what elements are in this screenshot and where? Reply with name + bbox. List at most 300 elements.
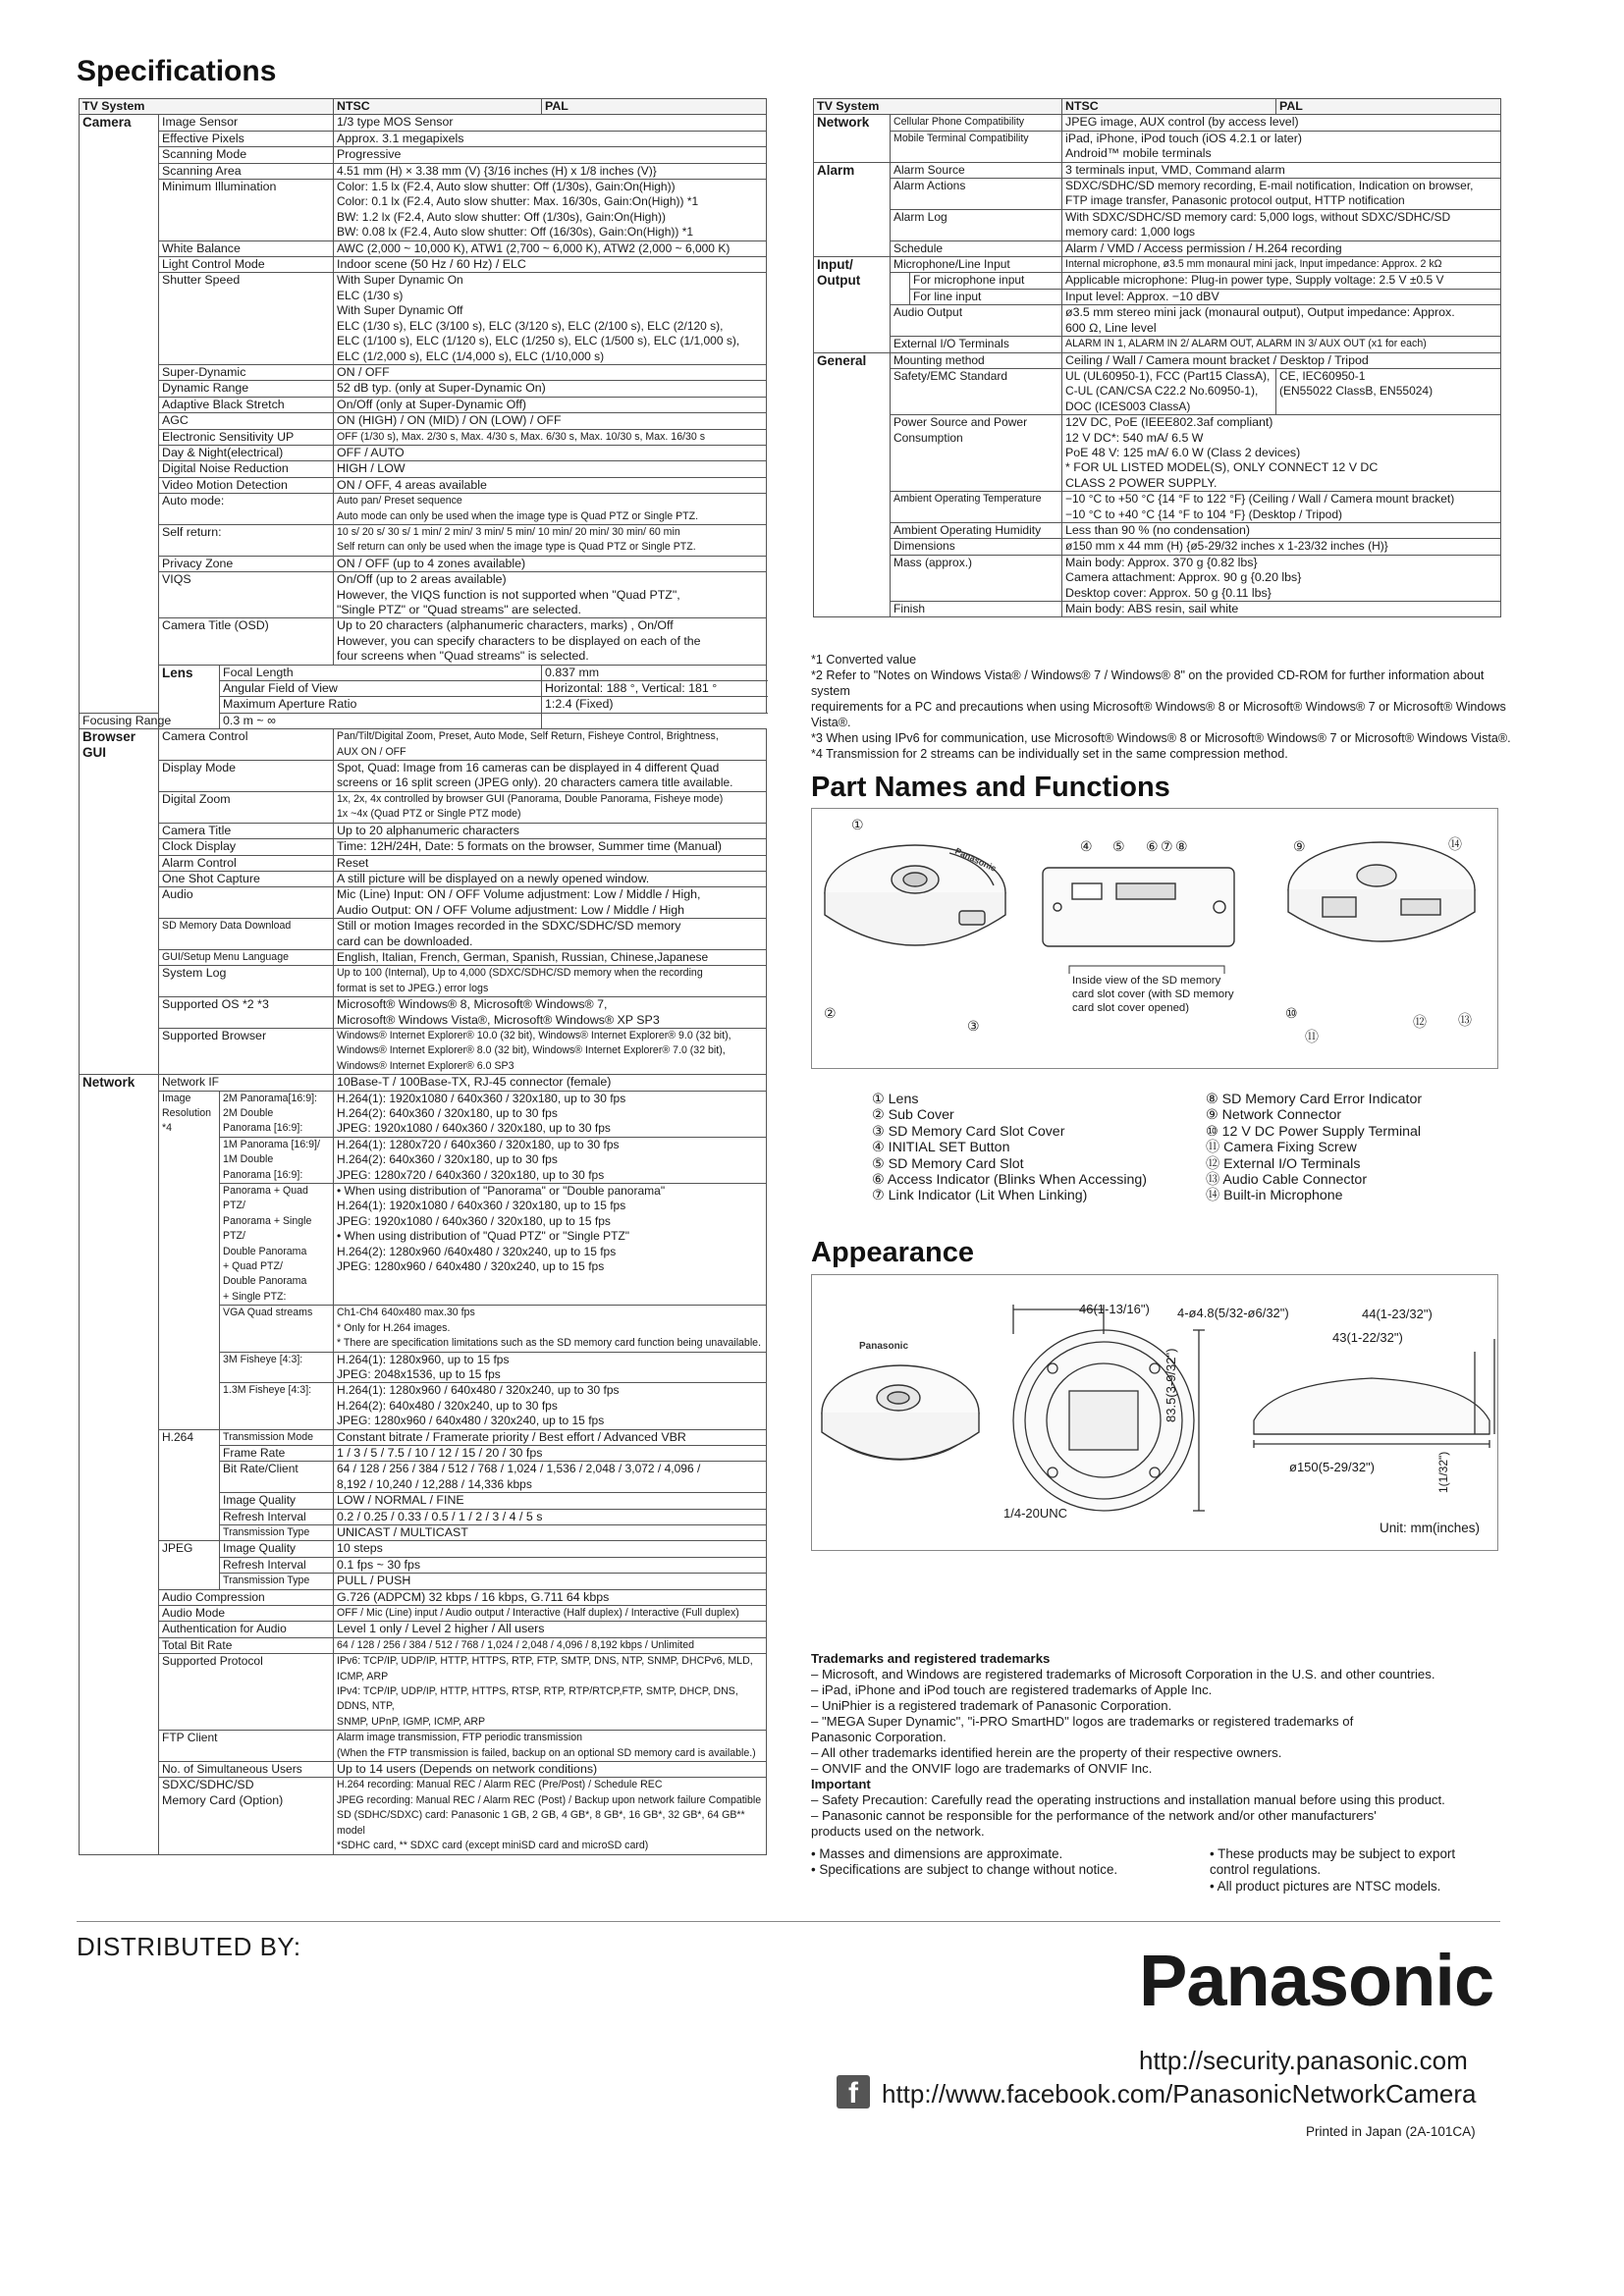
h264-label: H.264	[159, 1429, 220, 1541]
table-row	[80, 997, 767, 1029]
camera-perspective-drawing	[822, 1365, 979, 1460]
spec-label: Power Source and Power Consumption	[891, 415, 1062, 492]
list-item: ⑭ Built-in Microphone	[1206, 1188, 1343, 1204]
table-row	[80, 966, 767, 997]
spec-label: Transmission Type	[220, 1574, 334, 1589]
list-item: – Safety Precaution: Carefully read the operating instructions and installation manual before using this product.	[811, 1792, 1445, 1807]
spec-label: Clock Display	[159, 839, 334, 855]
spec-value: Up to 100 (Internal), Up to 4,000 (SDXC/SDHC/SD memory when the recording format is set to JPEG.) error logs	[334, 966, 767, 997]
pal-header: PAL	[542, 99, 767, 115]
spec-label: Total Bit Rate	[159, 1637, 334, 1653]
spec-label: Focal Length	[220, 665, 542, 680]
dim-44: 44(1-23/32")	[1362, 1307, 1433, 1321]
spec-label: Alarm Actions	[891, 179, 1062, 210]
table-header-row	[80, 99, 767, 115]
table-row	[814, 337, 1501, 352]
spec-label: Maximum Aperture Ratio	[220, 697, 542, 713]
table-row	[80, 823, 767, 838]
spec-value: Microsoft® Windows® 8, Microsoft® Windows® 7, Microsoft® Windows Vista®, Microsoft® Windows® XP SP3	[334, 997, 767, 1029]
spec-label: SD Memory Data Download	[159, 919, 334, 950]
list-item: ⑬ Audio Cable Connector	[1206, 1172, 1368, 1189]
table-row	[80, 1091, 767, 1137]
table-row	[80, 429, 767, 445]
spec-label: Transmission Mode	[220, 1429, 334, 1445]
spec-value: On/Off (only at Super-Dynamic Off)	[334, 397, 767, 412]
spec-value: Input level: Approx. −10 dBV	[1062, 289, 1501, 304]
spec-value: 1 / 3 / 5 / 7.5 / 10 / 12 / 15 / 20 / 30 fps	[334, 1445, 767, 1461]
tv-system-header: TV System	[80, 99, 334, 115]
spec-value: CE, IEC60950-1 (EN55022 ClassB, EN55024)	[1276, 368, 1501, 414]
spec-label: Ambient Operating Humidity	[891, 522, 1062, 538]
dim-43: 43(1-22/32")	[1332, 1330, 1403, 1345]
spec-label: Ambient Operating Temperature	[891, 492, 1062, 523]
spec-value: H.264(1): 1280x720 / 640x360 / 320x180, up to 30 fps H.264(2): 640x360 / 320x180, up to 30 fps JPEG: 1280x720 / 640x360 / 320x180, up to 30 fps	[334, 1137, 767, 1183]
spec-value: OFF / Mic (Line) input / Audio output / Interactive (Half duplex) / Interactive (Full duplex)	[334, 1606, 767, 1622]
table-row	[80, 713, 767, 728]
brand-label: Panasonic	[859, 1341, 909, 1352]
table-row	[80, 461, 767, 477]
spec-label: Panorama + Quad PTZ/ Panorama + Single PTZ/ Double Panorama + Quad PTZ/ Double Panorama + Single PTZ:	[220, 1184, 334, 1306]
spec-value: • When using distribution of "Panorama" or "Double panorama" H.264(1): 1920x1080 / 640x360 / 320x180, up to 15 fps JPEG: 1920x1080 / 640x360 / 320x180, up to 15 fps • When using distribution of "Quad PTZ" or "Single PTZ" H.264(2): 1280x960 /640x480 / 320x240, up to 15 fps JPEG: 1280x960 / 640x480 / 320x240, up to 15 fps	[334, 1184, 767, 1306]
spec-label: Audio Output	[891, 305, 1062, 337]
printed-in-japan: Printed in Japan (2A-101CA)	[1306, 2124, 1476, 2139]
spec-value: 3 terminals input, VMD, Command alarm	[1062, 162, 1501, 178]
table-row	[80, 397, 767, 412]
callout-4: ④	[1080, 838, 1093, 854]
brand-label: Panasonic	[953, 845, 999, 874]
spec-label: Focusing Range	[80, 713, 220, 728]
spec-label: Network IF	[159, 1075, 334, 1091]
dim-150: ø150(5-29/32")	[1289, 1460, 1375, 1474]
network-category: Network	[814, 115, 891, 162]
table-row	[80, 180, 767, 241]
callout-13: ⑬	[1458, 1012, 1472, 1028]
spec-label: Effective Pixels	[159, 131, 334, 146]
table-row	[814, 415, 1501, 492]
spec-value: 64 / 128 / 256 / 384 / 512 / 768 / 1,024 / 2,048 / 4,096 / 8,192 kbps / Unlimited	[334, 1637, 767, 1653]
callout-7: ⑦	[1161, 838, 1173, 854]
spec-value: Alarm / VMD / Access permission / H.264 recording	[1062, 240, 1501, 256]
trademarks-heading: Trademarks and registered trademarks	[811, 1651, 1051, 1666]
spec-label: SDXC/SDHC/SD Memory Card (Option)	[159, 1778, 334, 1854]
spec-label: AGC	[159, 413, 334, 429]
spec-value: Horizontal: 188 °, Vertical: 181 °	[542, 681, 767, 697]
spec-value: ON / OFF, 4 areas available	[334, 477, 767, 493]
list-item: ② Sub Cover	[872, 1107, 954, 1124]
list-item: ⑧ SD Memory Card Error Indicator	[1206, 1092, 1423, 1107]
list-item: ⑩ 12 V DC Power Supply Terminal	[1206, 1123, 1422, 1140]
spec-value: HIGH / LOW	[334, 461, 767, 477]
list-item: ⑤ SD Memory Card Slot	[872, 1155, 1024, 1172]
spec-label: Supported Protocol	[159, 1654, 334, 1731]
sd-slot-inset	[1043, 868, 1234, 946]
table-row	[80, 1654, 767, 1731]
image-resolution-label: Image Resolution *4	[159, 1091, 220, 1429]
table-row	[80, 1637, 767, 1653]
camera-category: Camera	[80, 115, 159, 713]
spec-label: Day & Night(electrical)	[159, 445, 334, 460]
table-row	[80, 524, 767, 556]
spec-label: Microphone/Line Input	[891, 257, 1062, 273]
spec-value: On/Off (up to 2 areas available) However, the VIQS function is not supported when "Quad PTZ", "Single PTZ" or "Quad streams" are selected.	[334, 572, 767, 618]
spec-label: Camera Control	[159, 729, 334, 761]
inset-bracket	[1069, 966, 1224, 974]
part-names-title: Part Names and Functions	[811, 772, 1170, 803]
table-row	[80, 163, 767, 179]
spec-value: G.726 (ADPCM) 32 kbps / 16 kbps, G.711 64 kbps	[334, 1589, 767, 1605]
spec-label: Finish	[891, 602, 1062, 617]
list-item: ⑥ Access Indicator (Blinks When Accessing)	[872, 1172, 1148, 1189]
list-item: ① Lens	[872, 1092, 919, 1107]
table-row	[814, 240, 1501, 256]
spec-value: ø150 mm x 44 mm (H) {ø5-29/32 inches x 1-23/32 inches (H)}	[1062, 539, 1501, 555]
table-row	[80, 257, 767, 273]
table-row	[814, 539, 1501, 555]
spec-label: Transmission Type	[220, 1524, 334, 1540]
spec-value: Internal microphone, ø3.5 mm monaural mini jack, Input impedance: Approx. 2 kΩ	[1062, 257, 1501, 273]
spec-label: Auto mode:	[159, 494, 334, 525]
spec-value: JPEG image, AUX control (by access level)	[1062, 115, 1501, 131]
spec-label: Dimensions	[891, 539, 1062, 555]
spec-label: Authentication for Audio	[159, 1622, 334, 1637]
spec-label: Display Mode	[159, 761, 334, 792]
facebook-url[interactable]: http://www.facebook.com/PanasonicNetworkCamera	[882, 2079, 1477, 2109]
ntsc-header: NTSC	[1062, 99, 1276, 115]
spec-value: H.264(1): 1280x960, up to 15 fps JPEG: 2048x1536, up to 15 fps	[334, 1352, 767, 1383]
ntsc-header: NTSC	[334, 99, 542, 115]
table-row	[814, 179, 1501, 210]
spec-label: Shutter Speed	[159, 273, 334, 364]
spec-label: Angular Field of View	[220, 681, 542, 697]
spec-value: Alarm image transmission, FTP periodic transmission (When the FTP transmission is failed, backup on an optional SD memory card is available.)	[334, 1731, 767, 1762]
table-row	[80, 729, 767, 761]
callout-6: ⑥	[1146, 838, 1159, 854]
spec-label: Dynamic Range	[159, 381, 334, 397]
table-row	[80, 1429, 767, 1445]
spec-label: No. of Simultaneous Users	[159, 1762, 334, 1778]
spec-value: English, Italian, French, German, Spanish, Russian, Chinese,Japanese	[334, 949, 767, 965]
list-item: ⑦ Link Indicator (Lit When Linking)	[872, 1188, 1088, 1204]
inset-caption: Inside view of the SD memory card slot cover (with SD memory card slot cover opened)	[1072, 975, 1234, 1014]
security-url[interactable]: http://security.panasonic.com	[1139, 2046, 1468, 2075]
spec-label: Frame Rate	[220, 1445, 334, 1461]
spec-value: Color: 1.5 lx (F2.4, Auto slow shutter: Off (1/30s), Gain:On(High)) Color: 0.1 lx (F2.4, Auto slow shutter: Max. 16/30s, Gain:On(High)) *1 BW: 1.2 lx (F2.4, Auto slow shutter: Off (1/30s), Gain:On(High)) BW: 0.08 lx (F2.4, Auto slow shutter: Off (16/30s), Gain:On(High)) *1	[334, 180, 767, 241]
table-row	[80, 791, 767, 823]
tv-system-header: TV System	[814, 99, 1062, 115]
table-row	[80, 1075, 767, 1091]
camera-side-drawing	[1254, 1339, 1494, 1448]
footnotes: *1 Converted value *2 Refer to "Notes on Windows Vista® / Windows® 7 / Windows® 8" on the provided CD-ROM for further information about system requirements for a PC and precautions when using Microsoft® Windows® 8 or Microsoft® Windows® 7 or Microsoft® Windows Vista®. *3 When using IPv6 for communication, use Microsoft® Windows® 8 or Microsoft® Windows® 7 or Microsoft® Windows Vista®. *4 Transmission for 2 streams can be individually set in the same compression method.	[811, 653, 1511, 761]
spec-label: Mass (approx.)	[891, 555, 1062, 601]
trademarks-block	[811, 1651, 1518, 1840]
spec-label: Cellular Phone Compatibility	[891, 115, 1062, 131]
table-row	[80, 1606, 767, 1622]
list-item: • These products may be subject to export control regulations.	[1210, 1846, 1456, 1878]
spec-value: Constant bitrate / Framerate priority / Best effort / Advanced VBR	[334, 1429, 767, 1445]
notes-left	[811, 1846, 1184, 1879]
list-item: – UniPhier is a registered trademark of Panasonic Corporation.	[811, 1698, 1172, 1713]
spec-label: 1M Panorama [16:9]/ 1M Double Panorama [16:9]:	[220, 1137, 334, 1183]
spec-label: For line input	[910, 289, 1062, 304]
spec-label: Supported OS *2 *3	[159, 997, 334, 1029]
spec-label: VGA Quad streams	[220, 1306, 334, 1352]
table-row	[814, 131, 1501, 162]
panasonic-logo: Panasonic	[1139, 1940, 1494, 2021]
spec-label: Scanning Area	[159, 163, 334, 179]
spec-value: Approx. 3.1 megapixels	[334, 131, 767, 146]
general-category: General	[814, 352, 891, 617]
spec-value: Auto pan/ Preset sequence Auto mode can only be used when the image type is Quad PTZ or Single PTZ.	[334, 494, 767, 525]
spec-label: Supported Browser	[159, 1028, 334, 1074]
spec-label: White Balance	[159, 240, 334, 256]
spec-value: 1x, 2x, 4x controlled by browser GUI (Panorama, Double Panorama, Fisheye mode) 1x ~4x (Quad PTZ or Single PTZ mode)	[334, 791, 767, 823]
list-item: ④ INITIAL SET Button	[872, 1140, 1010, 1156]
spec-label: FTP Client	[159, 1731, 334, 1762]
spec-value: 4.51 mm (H) × 3.38 mm (V) {3/16 inches (H) x 1/8 inches (V)}	[334, 163, 767, 179]
spec-value: OFF (1/30 s), Max. 2/30 s, Max. 4/30 s, Max. 6/30 s, Max. 10/30 s, Max. 16/30 s	[334, 429, 767, 445]
appearance-figure	[811, 1274, 1498, 1551]
spec-value: Reset	[334, 855, 767, 871]
spec-label: Privacy Zone	[159, 556, 334, 571]
browser-gui-category: Browser GUI	[80, 729, 159, 1075]
spec-label: One Shot Capture	[159, 871, 334, 886]
unit-label: Unit: mm(inches)	[1380, 1521, 1481, 1535]
spec-value: 0.3 m ~ ∞	[220, 713, 542, 728]
network-category: Network	[80, 1075, 159, 1854]
spec-value: Mic (Line) Input: ON / OFF Volume adjustment: Low / Middle / High, Audio Output: ON / OFF Volume adjustment: Low / Middle / High	[334, 887, 767, 919]
spec-value: IPv6: TCP/IP, UDP/IP, HTTP, HTTPS, RTP, FTP, SMTP, DNS, NTP, SNMP, DHCPv6, MLD, ICMP, ARP IPv4: TCP/IP, UDP/IP, HTTP, HTTPS, RTSP, RTP, RTP/RTCP,FTP, SMTP, DHCP, DNS, DDNS, NTP, SNMP, UPnP, IGMP, ICMP, ARP	[334, 1654, 767, 1731]
facebook-icon[interactable]: f	[837, 2075, 870, 2109]
spec-value: ø3.5 mm stereo mini jack (monaural output), Output impedance: Approx. 600 Ω, Line level	[1062, 305, 1501, 337]
spec-label: Adaptive Black Stretch	[159, 397, 334, 412]
spec-value: Less than 90 % (no condensation)	[1062, 522, 1501, 538]
spec-value: Up to 14 users (Depends on network conditions)	[334, 1762, 767, 1778]
table-row	[814, 492, 1501, 523]
dim-83: 83.5(3-9/32")	[1164, 1348, 1178, 1422]
table-row	[814, 162, 1501, 178]
callout-11: ⑪	[1305, 1029, 1319, 1044]
table-row	[80, 1589, 767, 1605]
input-output-category: Input/ Output	[814, 257, 891, 352]
callout-3: ③	[967, 1018, 980, 1034]
spec-value: OFF / AUTO	[334, 445, 767, 460]
spec-value: Ceiling / Wall / Camera mount bracket / Desktop / Tripod	[1062, 352, 1501, 368]
spec-value: 1:2.4 (Fixed)	[542, 697, 767, 713]
spec-label: Scanning Mode	[159, 147, 334, 163]
table-row	[80, 761, 767, 792]
spec-label: 3M Fisheye [4:3]:	[220, 1352, 334, 1383]
spec-value: ON / OFF (up to 4 zones available)	[334, 556, 767, 571]
spec-label: Image Quality	[220, 1541, 334, 1557]
callout-5: ⑤	[1112, 838, 1125, 854]
spec-value: Ch1-Ch4 640x480 max.30 fps * Only for H.264 images. * There are specification limitations such as the SD memory card function being unavailable.	[334, 1306, 767, 1352]
table-row	[80, 1778, 767, 1854]
table-row	[80, 477, 767, 493]
footer-divider	[77, 1921, 1500, 1922]
dim-46: 46(1-13/16")	[1079, 1302, 1150, 1316]
camera-back-drawing	[1288, 842, 1475, 941]
spec-label: Camera Title (OSD)	[159, 618, 334, 665]
spec-value: ALARM IN 1, ALARM IN 2/ ALARM OUT, ALARM IN 3/ AUX OUT (x1 for each)	[1062, 337, 1501, 352]
spec-label: Minimum Illumination	[159, 180, 334, 241]
table-row	[814, 305, 1501, 337]
spec-label: Mobile Terminal Compatibility	[891, 131, 1062, 162]
list-item: – ONVIF and the ONVIF logo are trademarks of ONVIF Inc.	[811, 1761, 1153, 1776]
spec-value: With SDXC/SDHC/SD memory card: 5,000 logs, without SDXC/SDHC/SD memory card: 1,000 logs	[1062, 209, 1501, 240]
table-row	[80, 572, 767, 618]
table-row	[80, 381, 767, 397]
spec-value: H.264(1): 1280x960 / 640x480 / 320x240, up to 30 fps H.264(2): 640x480 / 320x240, up to 30 fps JPEG: 1280x960 / 640x480 / 320x240, up to 15 fps	[334, 1383, 767, 1429]
table-row	[80, 887, 767, 919]
table-row	[814, 368, 1501, 414]
table-row	[80, 494, 767, 525]
table-row	[80, 131, 767, 146]
table-row	[80, 871, 767, 886]
table-row	[80, 1762, 767, 1778]
spec-label: Mounting method	[891, 352, 1062, 368]
spec-value: Main body: ABS resin, sail white	[1062, 602, 1501, 617]
table-row	[80, 413, 767, 429]
table-row	[80, 855, 767, 871]
table-row	[80, 618, 767, 665]
spec-value: 0.837 mm	[542, 665, 767, 680]
spec-value: 12V DC, PoE (IEEE802.3af compliant) 12 V DC*: 540 mA/ 6.5 W PoE 48 V: 125 mA/ 6.0 W (Class 2 devices) * FOR UL LISTED MODEL(S), ONLY CONNECT 12 V DC CLASS 2 POWER SUPPLY.	[1062, 415, 1501, 492]
table-row	[814, 115, 1501, 131]
dim-1: 1(1/32")	[1436, 1451, 1450, 1493]
spec-label: Digital Zoom	[159, 791, 334, 823]
spec-label: VIQS	[159, 572, 334, 618]
spec-value: 10Base-T / 100Base-TX, RJ-45 connector (female)	[334, 1075, 767, 1091]
spec-value: 10 steps	[334, 1541, 767, 1557]
parts-legend-left	[872, 1092, 1147, 1204]
spec-value: 64 / 128 / 256 / 384 / 512 / 768 / 1,024 / 1,536 / 2,048 / 3,072 / 4,096 / 8,192 / 10,240 / 12,288 / 14,336 kbps	[334, 1462, 767, 1493]
spec-value: Windows® Internet Explorer® 10.0 (32 bit), Windows® Internet Explorer® 9.0 (32 bit), Windows® Internet Explorer® 8.0 (32 bit), Windows® Internet Explorer® 7.0 (32 bit), Windows® Internet Explorer® 6.0 SP3	[334, 1028, 767, 1074]
res-2m-pan-label-2: 2M Double	[223, 1107, 274, 1119]
spec-value: Time: 12H/24H, Date: 5 formats on the browser, Summer time (Manual)	[334, 839, 767, 855]
spec-value: PULL / PUSH	[334, 1574, 767, 1589]
list-item: • Specifications are subject to change without notice.	[811, 1862, 1118, 1878]
parts-legend-right	[1206, 1092, 1422, 1204]
res-2m-pan-label: 2M Panorama[16:9]:	[223, 1092, 317, 1104]
part-names-figure	[811, 808, 1498, 1069]
table-row	[80, 445, 767, 460]
table-row	[80, 240, 767, 256]
spec-label: Safety/EMC Standard	[891, 368, 1062, 414]
callout-10: ⑩	[1285, 1005, 1298, 1021]
spec-label: Audio Compression	[159, 1589, 334, 1605]
list-item: – iPad, iPhone and iPod touch are registered trademarks of Apple Inc.	[811, 1682, 1213, 1697]
spec-label: Light Control Mode	[159, 257, 334, 273]
spec-label: System Log	[159, 966, 334, 997]
table-header-row	[814, 99, 1501, 115]
table-row	[814, 555, 1501, 601]
spec-value: LOW / NORMAL / FINE	[334, 1493, 767, 1509]
list-item: – Panasonic cannot be responsible for the performance of the network and/or other manufacturers' products used on the network.	[811, 1808, 1377, 1839]
spec-label: Schedule	[891, 240, 1062, 256]
spec-label: For microphone input	[910, 273, 1062, 289]
spec-value: AWC (2,000 ~ 10,000 K), ATW1 (2,700 ~ 6,000 K), ATW2 (2,000 ~ 6,000 K)	[334, 240, 767, 256]
table-row	[80, 839, 767, 855]
table-row	[80, 919, 767, 950]
table-row	[80, 556, 767, 571]
table-row	[80, 273, 767, 364]
spec-value: SDXC/SDHC/SD memory recording, E-mail notification, Indication on browser, FTP image transfer, Panasonic protocol output, HTTP notification	[1062, 179, 1501, 210]
alarm-category: Alarm	[814, 162, 891, 256]
table-row	[80, 115, 767, 131]
callout-1: ①	[851, 817, 864, 832]
important-heading: Important	[811, 1777, 871, 1791]
table-row	[80, 147, 767, 163]
spec-value: Pan/Tilt/Digital Zoom, Preset, Auto Mode, Self Return, Fisheye Control, Brightness, AUX ON / OFF	[334, 729, 767, 761]
table-row	[80, 1731, 767, 1762]
list-item: – All other trademarks identified herein are the property of their respective owners.	[811, 1745, 1282, 1760]
specifications-title: Specifications	[77, 55, 277, 87]
dim-hole: 4-ø4.8(5/32-ø6/32")	[1177, 1306, 1289, 1320]
table-row	[814, 209, 1501, 240]
list-item: • All product pictures are NTSC models.	[1210, 1878, 1441, 1894]
spec-value: −10 °C to +50 °C {14 °F to 122 °F} (Ceiling / Wall / Camera mount bracket) −10 °C to +40 °C {14 °F to 104 °F} (Desktop / Tripod)	[1062, 492, 1501, 523]
table-row	[814, 602, 1501, 617]
spec-label: Camera Title	[159, 823, 334, 838]
spec-label: Alarm Source	[891, 162, 1062, 178]
callout-9: ⑨	[1293, 838, 1306, 854]
spec-value: ON (HIGH) / ON (MID) / ON (LOW) / OFF	[334, 413, 767, 429]
pal-header: PAL	[1276, 99, 1501, 115]
spec-value: Spot, Quad: Image from 16 cameras can be displayed in 4 different Quad screens or 16 split screen (JPEG only). 20 characters camera title available.	[334, 761, 767, 792]
spec-label	[220, 1091, 334, 1137]
spec-table-left	[79, 98, 767, 1855]
spec-value: Up to 20 alphanumeric characters	[334, 823, 767, 838]
spec-label: Image Sensor	[159, 115, 334, 131]
spec-label: GUI/Setup Menu Language	[159, 949, 334, 965]
list-item: ⑨ Network Connector	[1206, 1107, 1342, 1124]
list-item: • Masses and dimensions are approximate.	[811, 1846, 1063, 1861]
indent-cell	[891, 289, 910, 304]
spec-label: Alarm Log	[891, 209, 1062, 240]
list-item: ③ SD Memory Card Slot Cover	[872, 1123, 1065, 1140]
spec-label: Super-Dynamic	[159, 364, 334, 380]
spec-value: 10 s/ 20 s/ 30 s/ 1 min/ 2 min/ 3 min/ 5 min/ 10 min/ 20 min/ 30 min/ 60 min Self return can only be used when the image type is Quad PTZ or Single PTZ.	[334, 524, 767, 556]
spec-value: Still or motion Images recorded in the SDXC/SDHC/SD memory card can be downloaded.	[334, 919, 767, 950]
spec-value: 0.2 / 0.25 / 0.33 / 0.5 / 1 / 2 / 3 / 4 / 5 s	[334, 1509, 767, 1524]
spec-label: Bit Rate/Client	[220, 1462, 334, 1493]
spec-label: 1.3M Fisheye [4:3]:	[220, 1383, 334, 1429]
table-row	[80, 1028, 767, 1074]
list-item: – Microsoft, and Windows are registered trademarks of Microsoft Corporation in the U.S. and other countries.	[811, 1667, 1435, 1682]
table-row	[814, 273, 1501, 289]
callout-2: ②	[824, 1005, 837, 1021]
spec-value: H.264 recording: Manual REC / Alarm REC (Pre/Post) / Schedule REC JPEG recording: Manual REC / Alarm REC (Post) / Backup upon network failure Compatible SD (SDHC/SDXC) card: Panasonic 1 GB, 2 GB, 4 GB*, 8 GB*, 16 GB*, 32 GB*, 64 GB** model *SDHC card, ** SDXC card (except miniSD card and microSD card)	[334, 1778, 767, 1854]
indent-cell	[891, 273, 910, 289]
list-item: ⑫ External I/O Terminals	[1206, 1155, 1361, 1172]
table-row	[814, 352, 1501, 368]
spec-value: 0.1 fps ~ 30 fps	[334, 1557, 767, 1573]
list-item: ⑪ Camera Fixing Screw	[1206, 1140, 1357, 1156]
table-row	[814, 289, 1501, 304]
spec-value: With Super Dynamic On ELC (1/30 s) With Super Dynamic Off ELC (1/30 s), ELC (3/100 s), ELC (3/120 s), ELC (2/100 s), ELC (2/120 s), ELC (1/100 s), ELC (1/120 s), ELC (1/250 s), ELC (1/500 s), ELC (1/1,000 s), ELC (1/2,000 s), ELC (1/4,000 s), ELC (1/10,000 s)	[334, 273, 767, 364]
spec-value: iPad, iPhone, iPod touch (iOS 4.2.1 or later) Android™ mobile terminals	[1062, 131, 1501, 162]
spec-label: Refresh Interval	[220, 1557, 334, 1573]
table-row	[80, 1622, 767, 1637]
spec-value: UNICAST / MULTICAST	[334, 1524, 767, 1540]
table-row	[80, 665, 767, 680]
spec-label: Image Quality	[220, 1493, 334, 1509]
spec-label: Electronic Sensitivity UP	[159, 429, 334, 445]
spec-value: Progressive	[334, 147, 767, 163]
spec-label: Refresh Interval	[220, 1509, 334, 1524]
callout-14: ⑭	[1448, 836, 1462, 852]
spec-value: Up to 20 characters (alphanumeric characters, marks) , On/Off However, you can specify characters to be displayed on each of the four screens when "Quad streams" is selected.	[334, 618, 767, 665]
